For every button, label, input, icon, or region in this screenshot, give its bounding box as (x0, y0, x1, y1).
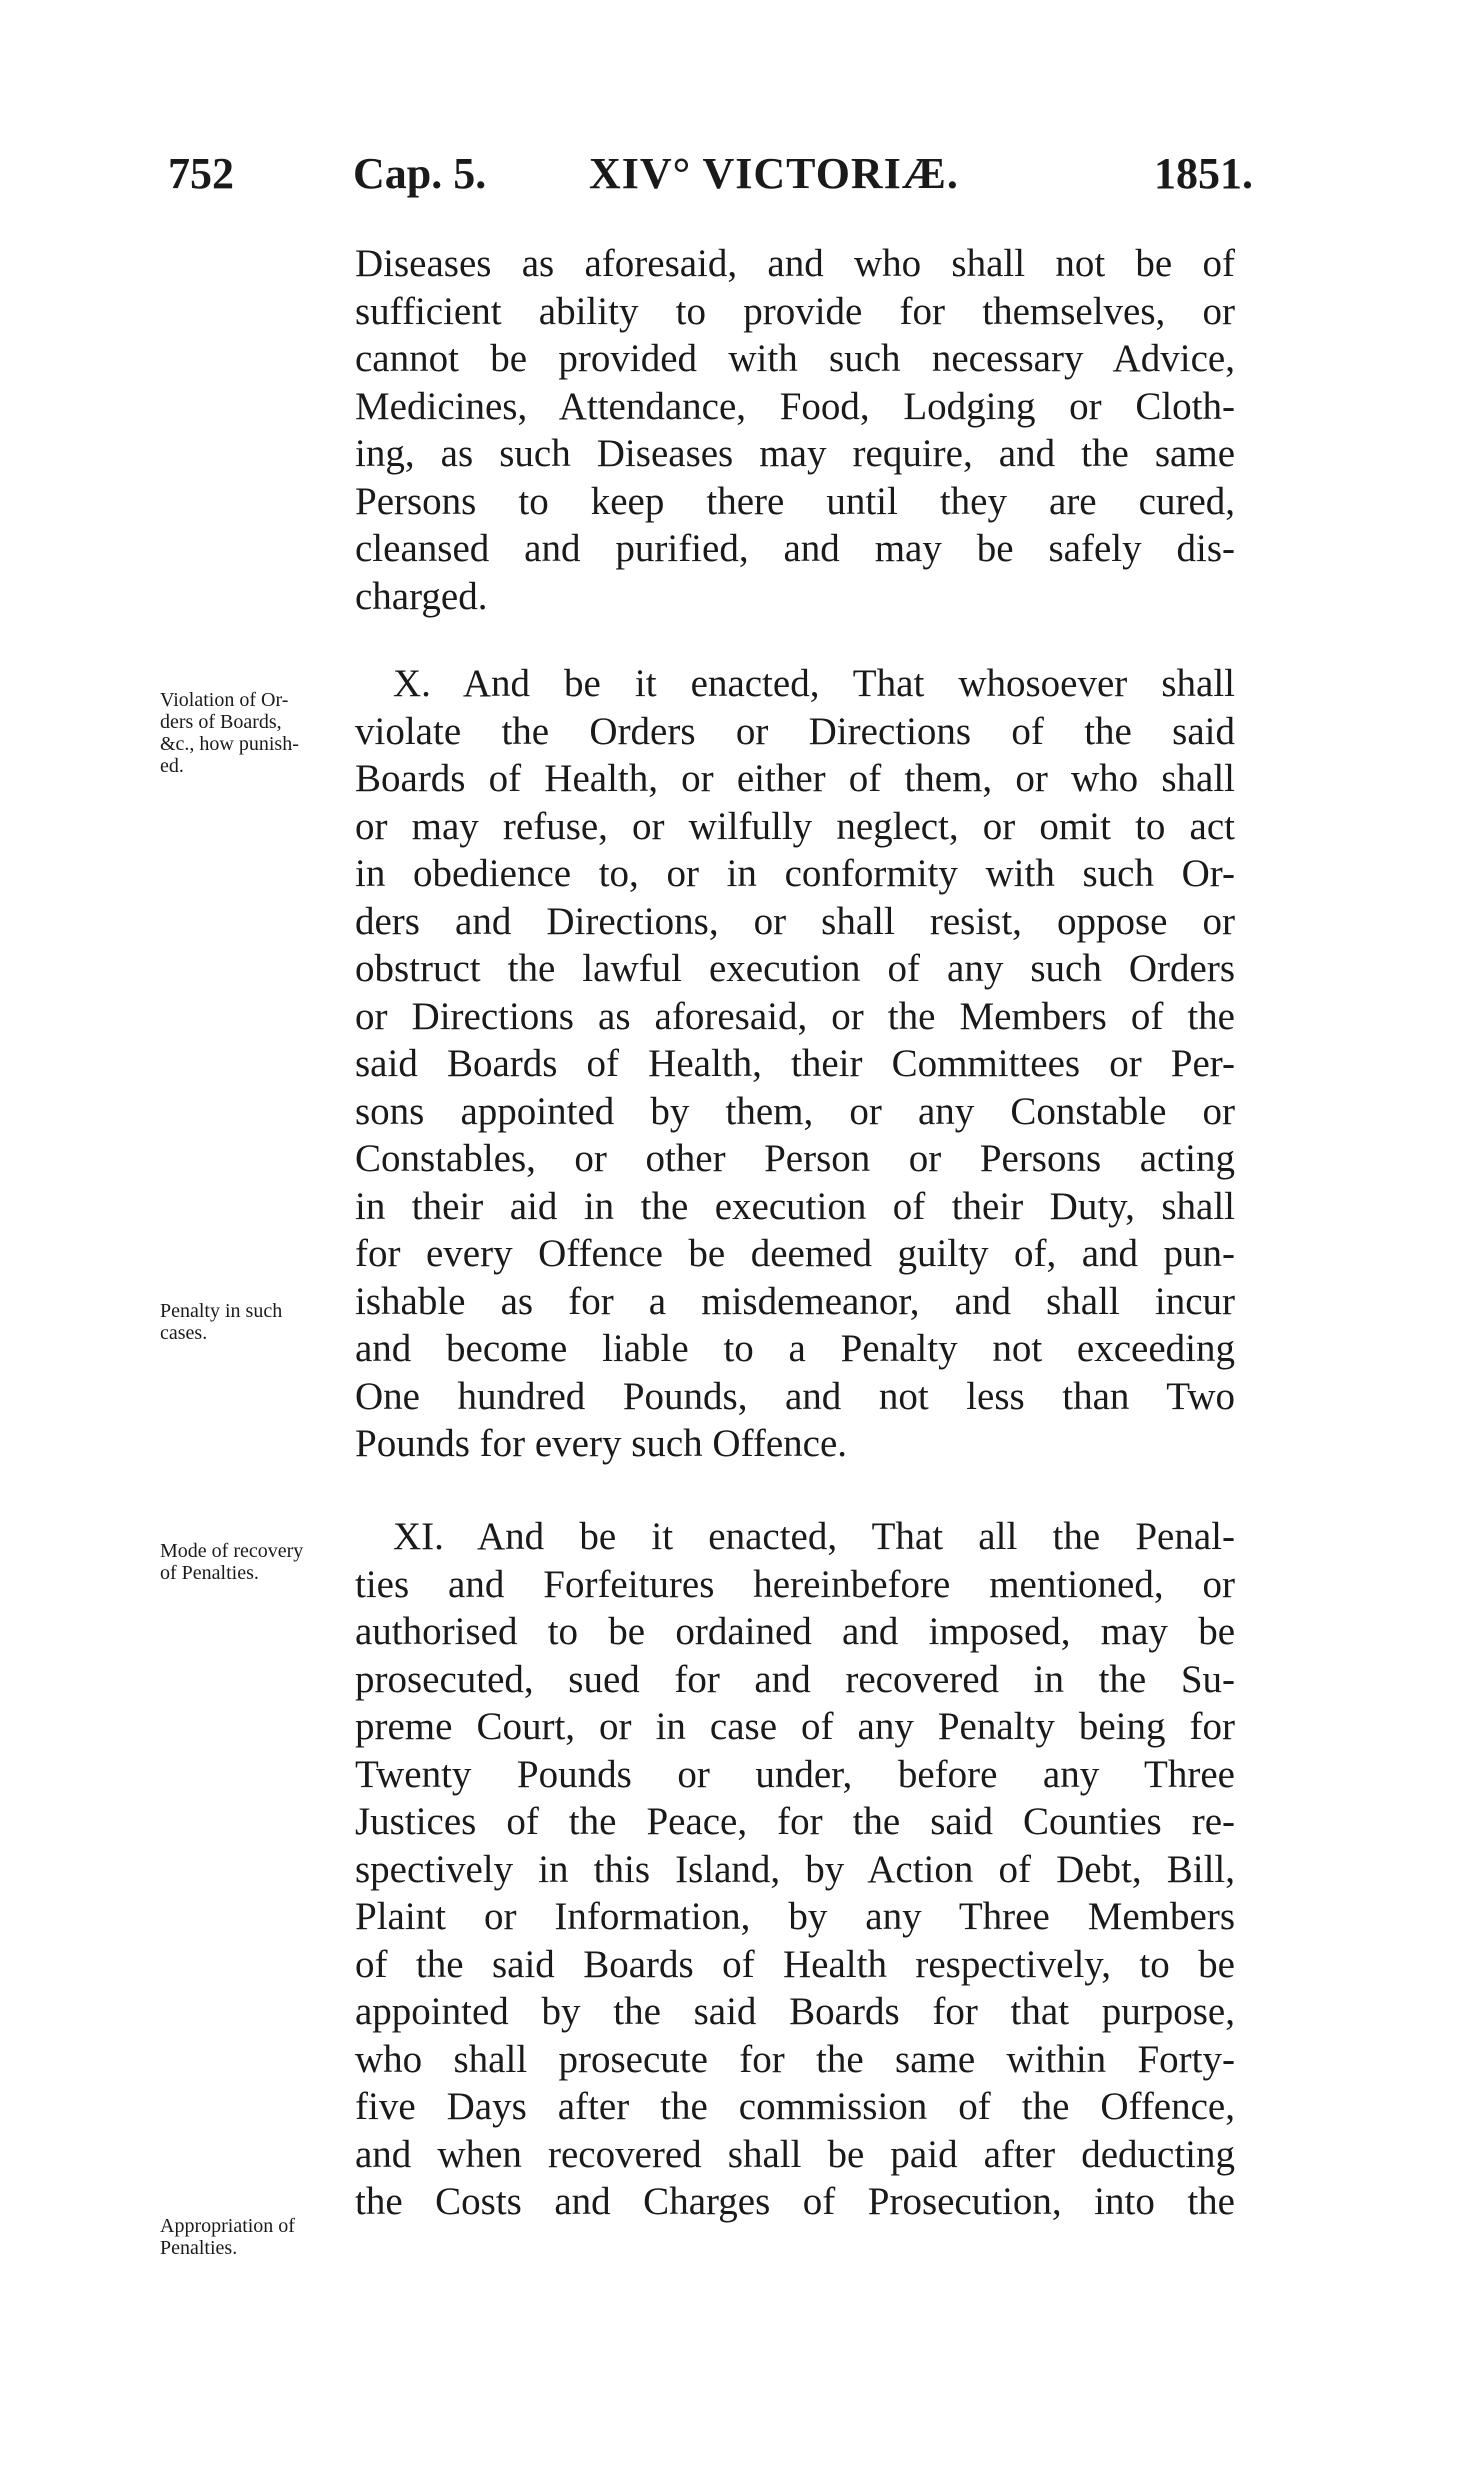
section-heading-line: XI. And be it enacted, That all the Penal- (393, 1515, 1235, 1558)
section-heading-line: X. And be it enacted, That whosoever shall (393, 662, 1235, 705)
section-xi (355, 1513, 1235, 2226)
text-line: violate the Orders or Directions of the said (355, 709, 1235, 753)
margin-note-penalty (160, 1300, 340, 1344)
running-head (168, 148, 1253, 208)
text-line: said Boards of Health, their Committees or Per- (355, 1042, 1235, 1085)
text-line: obstruct the lawful execution of any such Orders (355, 947, 1235, 990)
text-line: cannot be provided with such necessary Advice, (355, 337, 1235, 380)
year-label: 1851. (1154, 149, 1253, 198)
text-line: Twenty Pounds or under, before any Three (355, 1752, 1235, 1796)
text-line: Constables, or other Person or Persons acting (355, 1137, 1235, 1180)
text-line: sons appointed by them, or any Constable or (355, 1089, 1235, 1133)
text-line: of the said Boards of Health respectively, to be (355, 1942, 1235, 1986)
text-line: in obedience to, or in conformity with such Or- (355, 852, 1235, 895)
margin-note-line: ders of Boards, (160, 711, 282, 733)
margin-note-line: Appropriation of (160, 2215, 295, 2237)
text-line: or may refuse, or wilfully neglect, or omit to act (355, 804, 1235, 848)
text-line: Persons to keep there until they are cured, (355, 479, 1235, 523)
text-line: and when recovered shall be paid after deducting (355, 2132, 1235, 2176)
text-line: authorised to be ordained and imposed, may be (355, 1610, 1235, 1653)
text-line: cleansed and purified, and may be safely dis- (355, 527, 1235, 570)
margin-note-line: &c., how punish- (160, 733, 299, 755)
margin-note-line: of Penalties. (160, 1562, 259, 1584)
text-line: who shall prosecute for the same within Forty- (355, 2037, 1235, 2081)
text-line: Medicines, Attendance, Food, Lodging or Cloth- (355, 384, 1235, 428)
text-line: ing, as such Diseases may require, and the same (355, 432, 1235, 475)
text-line: Pounds for every such Offence. (355, 1422, 848, 1465)
margin-note-line: Violation of Or- (160, 689, 289, 711)
text-line: five Days after the commission of the Offence, (355, 2085, 1235, 2128)
chapter-label: Cap. 5. (353, 149, 487, 198)
text-line: charged. (355, 574, 488, 618)
margin-note-line: Mode of recovery (160, 1540, 304, 1562)
margin-note-violation (160, 689, 340, 777)
margin-note-recovery (160, 1540, 340, 1584)
page-number: 752 (168, 149, 234, 198)
text-line: ties and Forfeitures hereinbefore mentioned, or (355, 1562, 1235, 1606)
text-line: Boards of Health, or either of them, or who shall (355, 757, 1235, 800)
continuation-paragraph (355, 240, 1235, 620)
text-line: in their aid in the execution of their Duty, shall (355, 1184, 1235, 1228)
margin-note-appropriation (160, 2215, 340, 2259)
text-line: ders and Directions, or shall resist, oppose or (355, 899, 1235, 943)
text-line: spectively in this Island, by Action of Debt, Bill, (355, 1847, 1235, 1891)
text-line: Justices of the Peace, for the said Counties re- (355, 1800, 1235, 1843)
text-line: prosecuted, sued for and recovered in the Su- (355, 1657, 1235, 1701)
text-line: One hundred Pounds, and not less than Two (355, 1374, 1235, 1418)
text-line: and become liable to a Penalty not exceeding (355, 1327, 1235, 1370)
margin-note-line: Penalties. (160, 2237, 238, 2259)
text-line: appointed by the said Boards for that purpose, (355, 1990, 1235, 2033)
section-x (355, 660, 1235, 1468)
text-line: or Directions as aforesaid, or the Members of the (355, 994, 1235, 1038)
regnal-title: XIV° VICTORIÆ. (589, 149, 959, 198)
text-line: for every Offence be deemed guilty of, and pun- (355, 1232, 1235, 1275)
text-line: Plaint or Information, by any Three Members (355, 1895, 1235, 1938)
text-line: preme Court, or in case of any Penalty being for (355, 1705, 1235, 1748)
margin-note-line: Penalty in such (160, 1300, 283, 1322)
margin-note-line: cases. (160, 1322, 208, 1344)
text-line: the Costs and Charges of Prosecution, into the (355, 2180, 1235, 2223)
text-line: sufficient ability to provide for themselves, or (355, 289, 1235, 333)
text-line: ishable as for a misdemeanor, and shall incur (355, 1279, 1235, 1323)
margin-note-line: ed. (160, 755, 184, 777)
text-line: Diseases as aforesaid, and who shall not be of (355, 242, 1235, 285)
